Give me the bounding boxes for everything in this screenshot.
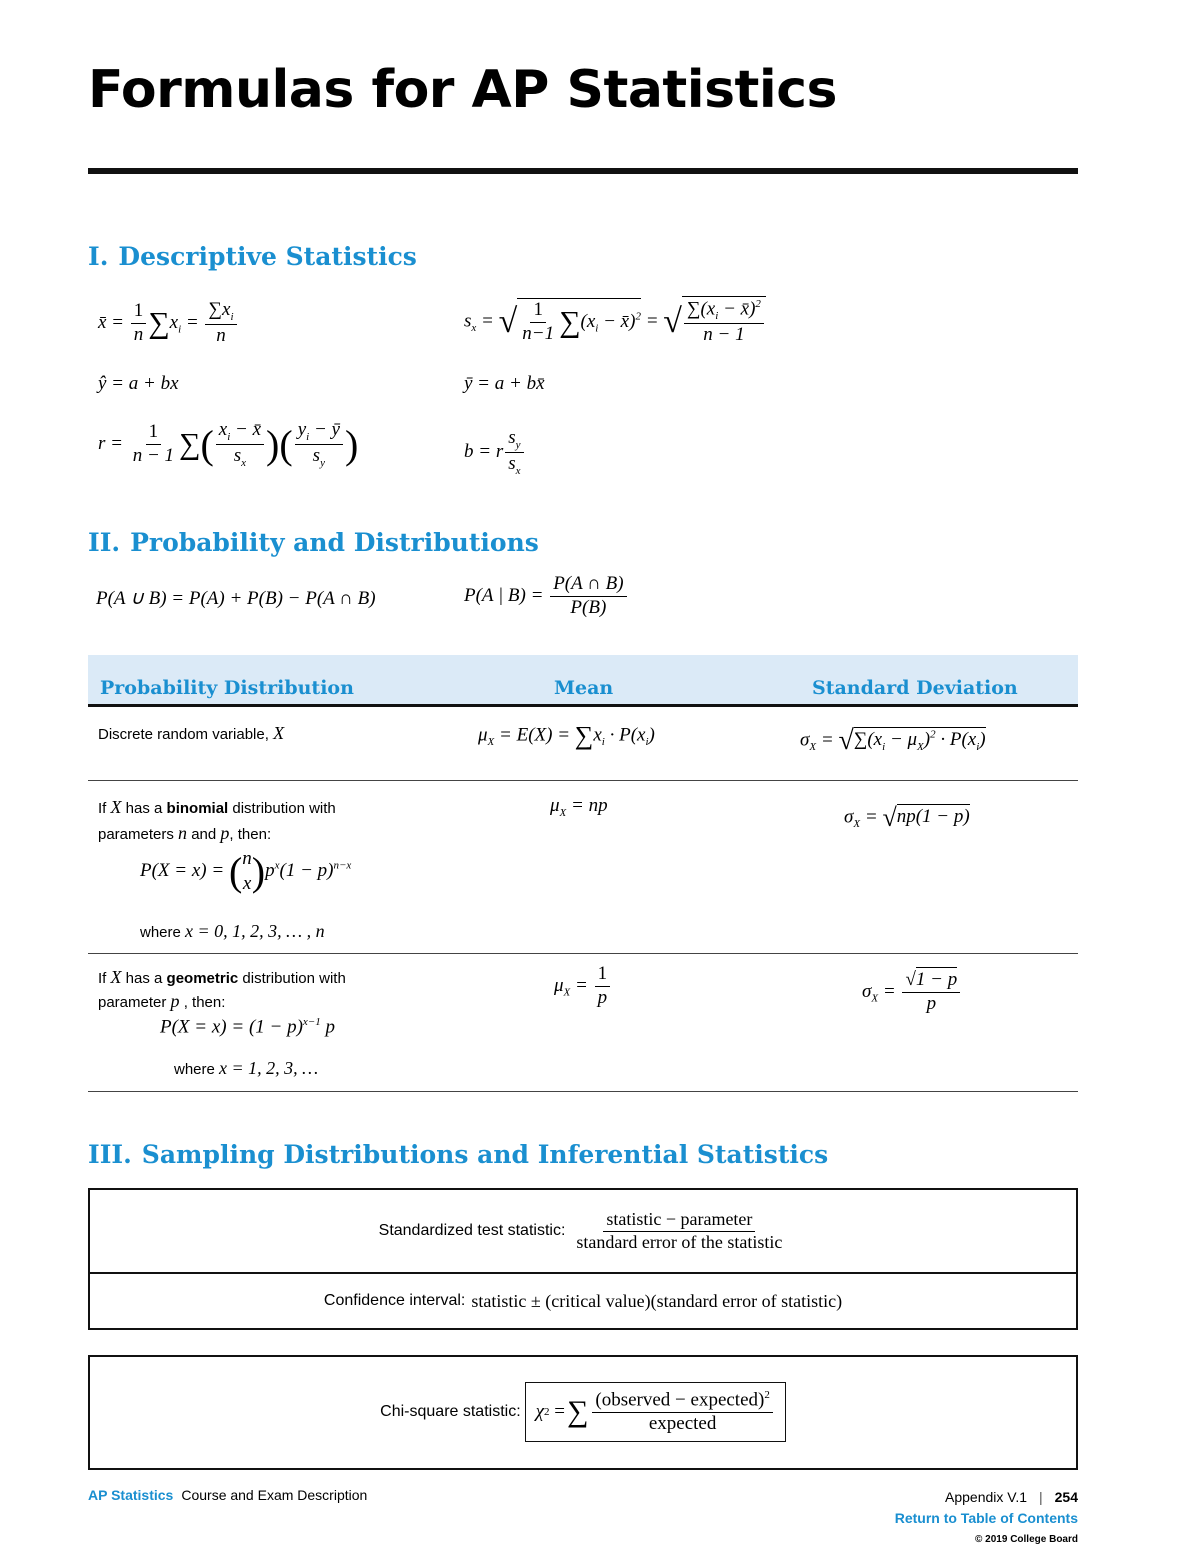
col-header-distribution: Probability Distribution xyxy=(100,677,354,699)
table-row-discrete xyxy=(88,707,1078,781)
col-header-mean: Mean xyxy=(554,677,614,699)
distribution-table xyxy=(88,655,1078,1092)
formula-ybar: ȳ = a + bx̄ xyxy=(464,373,545,394)
formula-binomial-mean: $\mu_X$ = np xyxy=(550,795,608,819)
confidence-interval-cell xyxy=(90,1274,1076,1328)
table-header xyxy=(88,655,1078,707)
formula-geometric-sd: $\sigma_X$ = $\frac{√1 - p}{p}$ xyxy=(862,970,962,1015)
standardized-denominator: standard error of the statistic xyxy=(576,1231,783,1252)
chi-square-denominator: expected xyxy=(648,1413,717,1435)
row-description: If X has a geometric distribution with parameter p , then: xyxy=(98,967,346,1011)
chi-square-formula: χ 2 = ∑ $\frac{(observed - expected)^2}{\text{expected}}$ xyxy=(525,1382,786,1442)
chi-square-box xyxy=(88,1355,1078,1470)
footer-brand: AP Statistics xyxy=(88,1487,174,1503)
section-heading-probability xyxy=(88,528,539,557)
formula-slope: b = r $\frac{s_y}{s_x}$ xyxy=(464,428,526,477)
section-title: Sampling Distributions and Inferential Statistics xyxy=(141,1140,829,1169)
col-header-sd: Standard Deviation xyxy=(812,677,1018,699)
footer-meta xyxy=(895,1487,1078,1550)
footer-course-text: Course and Exam Description xyxy=(181,1487,368,1503)
inference-formula-box xyxy=(88,1188,1078,1330)
confidence-label: Confidence interval: xyxy=(323,1292,466,1309)
footer-page-number: 254 xyxy=(1054,1489,1078,1505)
section-heading-inference xyxy=(88,1140,828,1169)
page-title: Formulas for AP Statistics xyxy=(88,60,837,120)
chi-square-cell xyxy=(90,1357,1076,1467)
row-description: Discrete random variable, X xyxy=(98,723,285,743)
formula-correlation: r = $\frac{1}{n - 1}$ ∑( $\frac{x_i - x̄}{s_x}$ )( $\frac{y_i - ȳ}{s_y}$ ) xyxy=(98,419,359,469)
row-description: If X has a binomial distribution with parameters n and p, then: xyxy=(98,797,336,843)
title-divider xyxy=(88,168,1078,174)
section-number: I. xyxy=(88,242,109,271)
chi-square-label: Chi-square statistic: xyxy=(380,1403,521,1420)
table-row-geometric xyxy=(88,954,1078,1092)
formula-sample-sd: $s_x$ = √ $\frac{1}{n-1}$ $\sum(x_i$ − x̄)$^2$ = √ $\frac{\sum(x_i - x̄)^2}{n - 1}$ xyxy=(464,296,766,346)
geometric-support: where x = 1, 2, 3, … xyxy=(174,1058,319,1078)
footer-appendix: Appendix V.1 xyxy=(945,1489,1027,1505)
standardized-numerator: statistic − parameter xyxy=(603,1210,755,1232)
formula-addition-rule: P(A ∪ B) = P(A) + P(B) − P(A ∩ B) xyxy=(96,588,376,609)
formula-regression-line: ŷ = a + bx xyxy=(98,373,179,394)
footer-course xyxy=(88,1487,367,1503)
standardized-statistic-cell xyxy=(90,1190,1076,1274)
section-number: III. xyxy=(88,1140,132,1169)
formula-mean: x̄ = $\frac{1}{n}$ $\sum x_i$ = $\frac{\sum x_i}{n}$ xyxy=(98,300,239,347)
formula-binomial-pmf: P(X = x) = ( n x )$p^x(1 - p)^{n-x}$ xyxy=(140,848,352,895)
section-heading-descriptive xyxy=(88,242,417,271)
binomial-support: where x = 0, 1, 2, 3, … , n xyxy=(140,921,325,941)
return-to-toc-link[interactable]: Return to Table of Contents xyxy=(894,1510,1078,1526)
standardized-label: Standardized test statistic: xyxy=(378,1222,566,1239)
chi-square-numerator: (observed − expected) xyxy=(595,1389,765,1411)
table-row-binomial xyxy=(88,781,1078,954)
formula-discrete-mean: $\mu_X = E(X) = \sum x_i \cdot P(x_i)$ xyxy=(478,721,655,750)
formula-binomial-sd: $\sigma_X = √np(1 - p)$ xyxy=(844,803,970,832)
section-number: II. xyxy=(88,528,121,557)
footer-separator: | xyxy=(1039,1489,1043,1505)
formula-geometric-pmf: $P(X = x) = (1 - p)^{x-1}$ p xyxy=(160,1016,335,1038)
section-title: Descriptive Statistics xyxy=(118,242,417,271)
confidence-formula: statistic ± (critical value)(standard error of statistic) xyxy=(471,1290,843,1311)
section-title: Probability and Distributions xyxy=(130,528,539,557)
footer-copyright: © 2019 College Board xyxy=(975,1534,1078,1545)
standardized-fraction xyxy=(573,1210,785,1253)
formula-conditional: P(A | B) = $\frac{P(A \cap B)}{P(B)}$ xyxy=(464,574,629,619)
formula-discrete-sd: $\sigma_X = √\sum(x_i - \mu_X)^2 \cdot P(x_i)$ xyxy=(800,725,986,756)
formula-geometric-mean: $\mu_X$ = $\frac{1}{p}$ xyxy=(554,964,612,1009)
